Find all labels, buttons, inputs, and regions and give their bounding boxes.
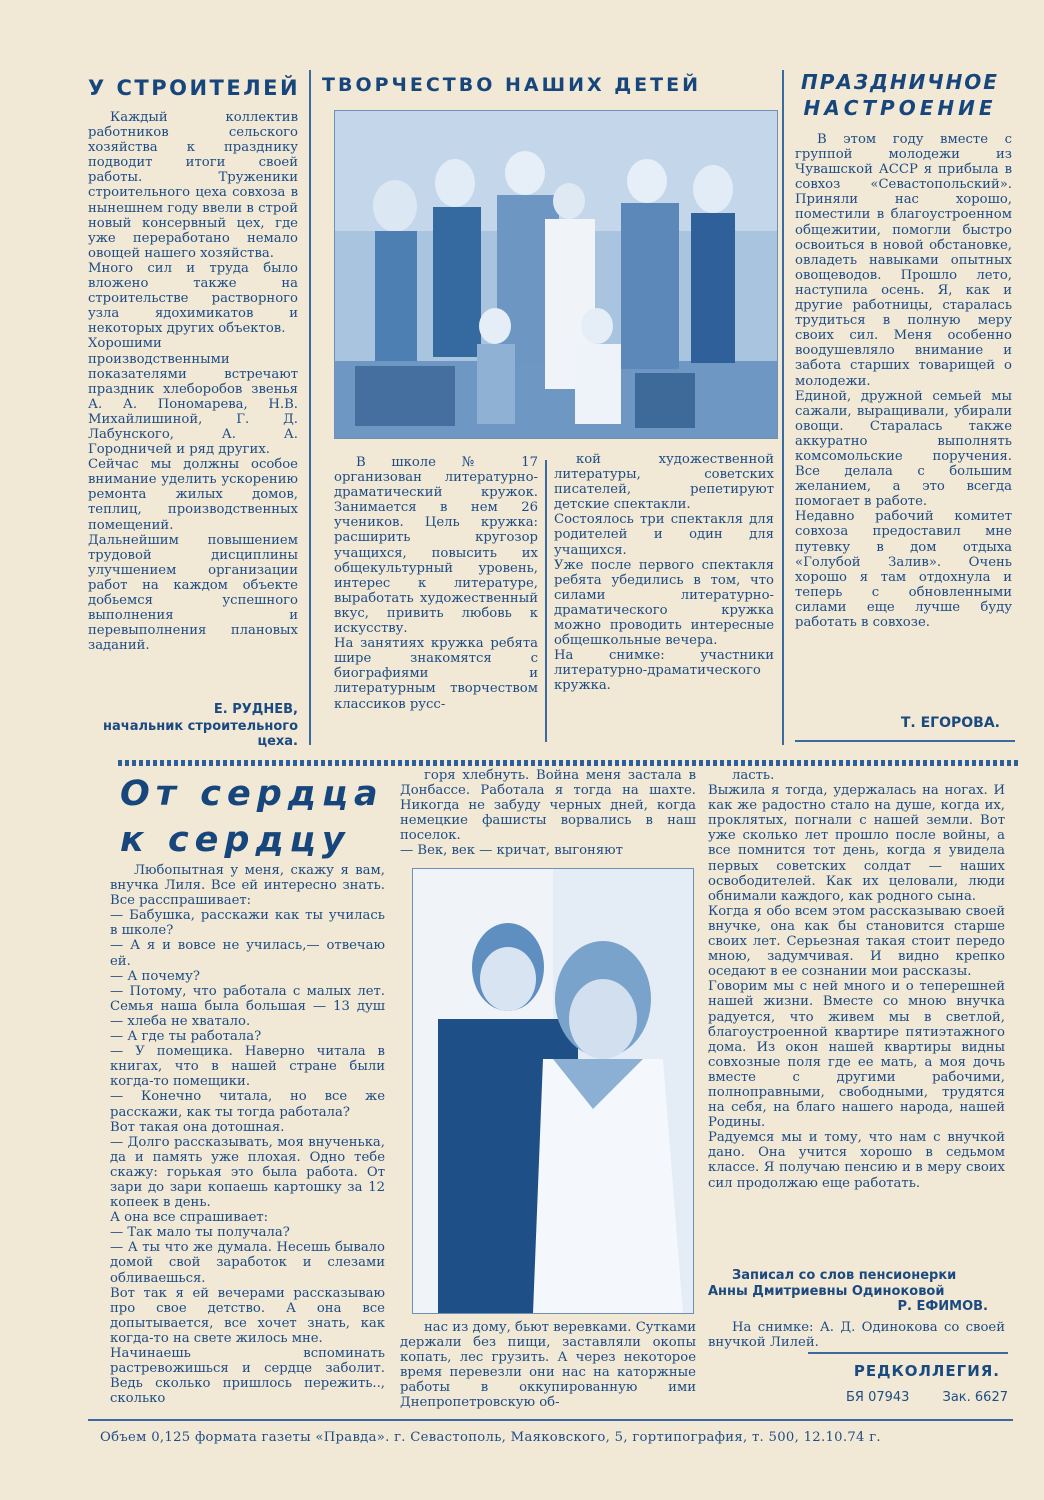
editorial-board: РЕДКОЛЛЕГИЯ. <box>853 1362 1000 1380</box>
left-article-title: У СТРОИТЕЛЕЙ <box>88 76 301 100</box>
bottom-article-column-2-bottom: нас из дому, бьют веревками. Сутками держали без пищи, заставляли окопы копать, лес грузить. А через некоторое время перевезли они нас на каторжные работы в оккупированную ими Днепропетровскую об- <box>400 1320 696 1411</box>
bottom-credit-line1: Записал со слов пенсионерки <box>732 1268 957 1283</box>
left-article-author-role: начальник строительного цеха. <box>103 719 298 749</box>
bottom-article-title-line1: От сердца <box>120 774 384 814</box>
column-divider <box>545 460 547 742</box>
middle-article-title: ТВОРЧЕСТВО НАШИХ ДЕТЕЙ <box>322 74 701 96</box>
right-article-title-line1: ПРАЗДНИЧНОЕ <box>801 70 999 94</box>
footer-rule <box>88 1419 1013 1421</box>
right-article-title-line2: НАСТРОЕНИЕ <box>803 96 997 120</box>
children-drama-club-photo <box>334 110 778 439</box>
print-codes: БЯ 07943 Зак. 6627 <box>846 1390 1008 1405</box>
bottom-article-column-1: Любопытная у меня, скажу я вам, внучка Лиля. Все ей интересно знать. Все расспрашивает: — Бабушка, расскажи как ты училась в школе? — А я и вовсе не училась,— отвечаю ей. — А почему? — Потому, что работала с малых лет. Семья наша была большая — 13 душ — хлеба не хватало. — А где ты работала? — У помещика. Наверно читала в книгах, что в нашей стране были когда-то помещики. — Конечно читала, но все же расскажи, как ты тогда работала? Вот такая она дотошная. — Долго рассказывать, моя внученька, да и память уже плохая. Одно тебе скажу: горькая это была работа. От зари до зари копаешь картошку за 12 копеек в день. А она все спрашивает: — Так мало ты получала? — А ты что же думала. Несешь бывало домой свой заработок и слезами обливаешься. Вот так я ей вечерами рассказываю про свое детство. А она все допытывается, все хочет знать, как когда-то на свете жилось мне. Начинаешь вспоминать растревожишься и сердце заболит. Ведь сколько пришлось пережить.., сколько <box>110 863 385 1407</box>
editorial-rule <box>808 1352 1008 1354</box>
column-divider <box>782 70 784 745</box>
bottom-article-column-2-top: горя хлебнуть. Война меня застала в Донбассе. Работала я тогда на шахте. Никогда не забуду черных дней, когда немецкие фашисты ворвались в наш поселок. — Век, век — кричат, выгоняют <box>400 768 696 859</box>
bottom-credit-author: Р. ЕФИМОВ. <box>897 1299 988 1314</box>
left-article-body: Каждый коллектив работников сельского хозяйства к празднику подводит итоги своей работы. Труженики строительного цеха совхоза в нынешнем году ввели в строй новый консервный цех, где уже переработано немало овощей нашего хозяйства. Много сил и труда было вложено также на строительстве растворного узла ядохимикатов и некоторых других объектов. Хорошими производственными показателями встречают праздник хлеборобов звенья А. А. Пономарева, Н.В. Михайлишиной, Г. Д. Лабунского, А. А. Городничей и ряд других. Сейчас мы должны особое внимание уделить ускорению ремонта жилых домов, теплиц, производственных помещений. Дальнейшим повышением трудовой дисциплины улучшением организации работ на каждом объекте добьемся успешного выполнения и перевыполнения плановых заданий. <box>88 110 298 654</box>
left-article-author: Е. РУДНЕВ, <box>213 702 298 717</box>
grandmother-granddaughter-photo <box>412 868 694 1314</box>
bottom-photo-caption: На снимке: А. Д. Одинокова со своей внучкой Лилей. <box>708 1320 1005 1351</box>
photo-image <box>413 869 693 1313</box>
section-separator <box>118 760 1018 766</box>
right-column-underline <box>795 740 1015 742</box>
right-article-author: Т. ЕГОРОВА. <box>900 715 1000 731</box>
bottom-article-column-3: ласть. Выжила я тогда, удержалась на ногах. И как же радостно стало на душе, когда их, проклятых, погнали с нашей земли. Вот уже сколько лет прошло после войны, а все помнится тот день, когда я увидела первых советских солдат — наших освободителей. Как их целовали, люди обнимали каждого, как родного сына. Когда я обо всем этом рассказываю своей внучке, она как бы становится старше своих лет. Серьезная такая стоит передо мною, задумчивая. И видно крепко оседают в ее сознании мои рассказы. Говорим мы с ней много и о теперешней нашей жизни. Вместе со мною внучка радуется, что живем мы в светлой, благоустроенной квартире пятиэтажного дома. Из окон нашей квартиры видны совхозные поля где ее мать, а моя дочь вместе с другими рабочими, полноправными, свободными, трудятся на себя, на благо нашего народа, нашей Родины. Радуемся мы и тому, что нам с внучкой дано. Она учится хорошо в седьмом классе. Я получаю пенсию и в меру своих сил продолжаю еще работать. <box>708 768 1005 1191</box>
middle-article-text-a: В школе № 17 организован литературно-драматический кружок. Занимается в нем 26 учеников. Цель кружка: расширить кругозор учащихся, повысить их общекультурный уровень, интерес к литературе, выработать художественный вкус, привить любовь к искусству. На занятиях кружка ребята шире знакомятся с биографиями и литературным творчеством классиков русс- <box>334 455 538 712</box>
imprint-footer: Объем 0,125 формата газеты «Правда». г. Севастополь, Маяковского, 5, гортипография, т. 500, 12.10.74 г. <box>100 1430 881 1445</box>
photo-image <box>335 111 777 438</box>
middle-article-text-b: кой художественной литературы, советских писателей, репетируют детские спектакли. Состоялось три спектакля для родителей и один для учащихся. Уже после первого спектакля ребята убедились в том, что силами литературно-драматического кружка можно проводить интересные общешкольные вечера. На снимке: участники литературно-драматического кружка. <box>554 452 774 694</box>
bottom-article-title-line2: к сердцу <box>120 820 351 860</box>
bottom-credit-line2: Анны Дмитриевны Одиноковой <box>708 1284 945 1299</box>
column-divider <box>309 70 311 745</box>
right-article-body: В этом году вместе с группой молодежи из Чувашской АССР я прибыла в совхоз «Севастопольский». Приняли нас хорошо, поместили в благоустроенном общежитии, помогли быстро освоиться в новой обстановке, овладеть навыками опытных овощеводов. Прошло лето, наступила осень. Я, как и другие работницы, старалась трудиться в полную меру своих сил. Меня особенно воодушевляло внимание и забота старших товарищей о молодежи. Единой, дружной семьей мы сажали, выращивали, убирали овощи. Старалась также аккуратно выполнять комсомольские поручения. Все делала с большим желанием, а это всегда помогает в работе. Недавно рабочий комитет совхоза предоставил мне путевку в дом отдыха «Голубой Залив». Очень хорошо я там отдохнула и теперь с обновленными силами еще лучше буду работать в совхозе. <box>795 132 1012 630</box>
